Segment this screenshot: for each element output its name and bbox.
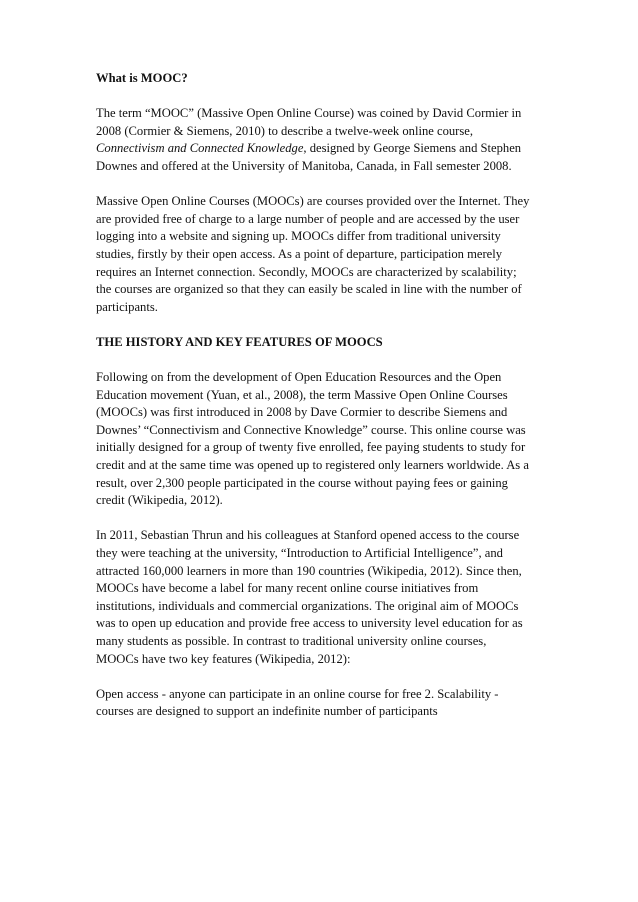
spacer [96, 510, 546, 528]
text-line: institutions, individuals and commercial organizations. The original aim of MOOCs [96, 598, 519, 613]
text-line: Open access - anyone can participate in an online course for free 2. Scalability - [96, 686, 499, 701]
paragraph-mooc-description [96, 193, 546, 316]
text-fragment: , designed by George Siemens and Stephen [303, 141, 522, 156]
text-line: Massive Open Online Courses (MOOCs) are courses provided over the Internet. They [96, 194, 530, 209]
paragraph-key-features [96, 686, 546, 721]
heading-history-key-features: THE HISTORY AND KEY FEATURES OF MOOCS [96, 334, 383, 349]
text-line: MOOCs have become a label for many recent online course initiatives from [96, 581, 479, 596]
text-line: requires an Internet connection. Secondly, MOOCs are characterized by scalability; [96, 264, 517, 279]
text-line: MOOCs have two key features (Wikipedia, 2012): [96, 651, 351, 666]
text-line: participants. [96, 299, 158, 314]
text-line: they were teaching at the university, “Introduction to Artificial Intelligence”, and [96, 546, 503, 561]
text-line: courses are designed to support an indefinite number of participants [96, 704, 438, 719]
heading-what-is-mooc: What is MOOC? [96, 71, 188, 85]
text-line: the courses are organized so that they can easily be scaled in line with the number of [96, 282, 522, 297]
text-line [96, 140, 546, 158]
paragraph-history [96, 369, 546, 510]
text-line: credit (Wikipedia, 2012). [96, 493, 223, 508]
spacer [96, 352, 546, 370]
text-line: 2008 (Cormier & Siemens, 2010) to describe a twelve-week online course, [96, 123, 474, 138]
text-line: many students as possible. In contrast to traditional university online courses, [96, 634, 487, 648]
text-line: (MOOCs) was first introduced in 2008 by Dave Cormier to describe Siemens and [96, 405, 508, 420]
text-line: Education movement (Yuan, et al., 2008), the term Massive Open Online Courses [96, 387, 508, 402]
text-line: Downes and offered at the University of Manitoba, Canada, in Fall semester 2008. [96, 158, 512, 173]
spacer [96, 316, 546, 334]
text-line: The term “MOOC” (Massive Open Online Course) was coined by David Cormier in [96, 106, 522, 121]
spacer [96, 668, 546, 686]
text-line: result, over 2,300 people participated in the course without paying fees or gaining [96, 475, 508, 490]
spacer [96, 88, 546, 106]
course-title-italic: Connectivism and Connected Knowledge [96, 141, 304, 156]
text-line: Following on from the development of Open Education Resources and the Open [96, 370, 502, 385]
paragraph-mooc-definition [96, 105, 546, 175]
text-line: initially designed for a group of twenty five enrolled, fee paying students to study for [96, 440, 526, 455]
text-line: attracted 160,000 learners in more than 190 countries (Wikipedia, 2012). Since then, [96, 563, 522, 578]
document-body [96, 70, 546, 721]
text-line: credit and at the same time was opened up to registered only learners worldwide. As a [96, 458, 529, 473]
spacer [96, 176, 546, 194]
text-line: was to open up education and provide free access to university level education for as [96, 616, 523, 631]
text-line: are provided free of charge to a large number of people and are accessed by the user [96, 211, 520, 226]
text-line: logging into a website and signing up. MOOCs differ from traditional university [96, 229, 501, 244]
text-line: In 2011, Sebastian Thrun and his colleagues at Stanford opened access to the course [96, 528, 520, 543]
text-line: studies, firstly by their open access. As a point of departure, participation merely [96, 246, 503, 261]
text-line: Downes’ “Connectivism and Connective Knowledge” course. This online course was [96, 422, 526, 437]
paragraph-stanford [96, 527, 546, 668]
